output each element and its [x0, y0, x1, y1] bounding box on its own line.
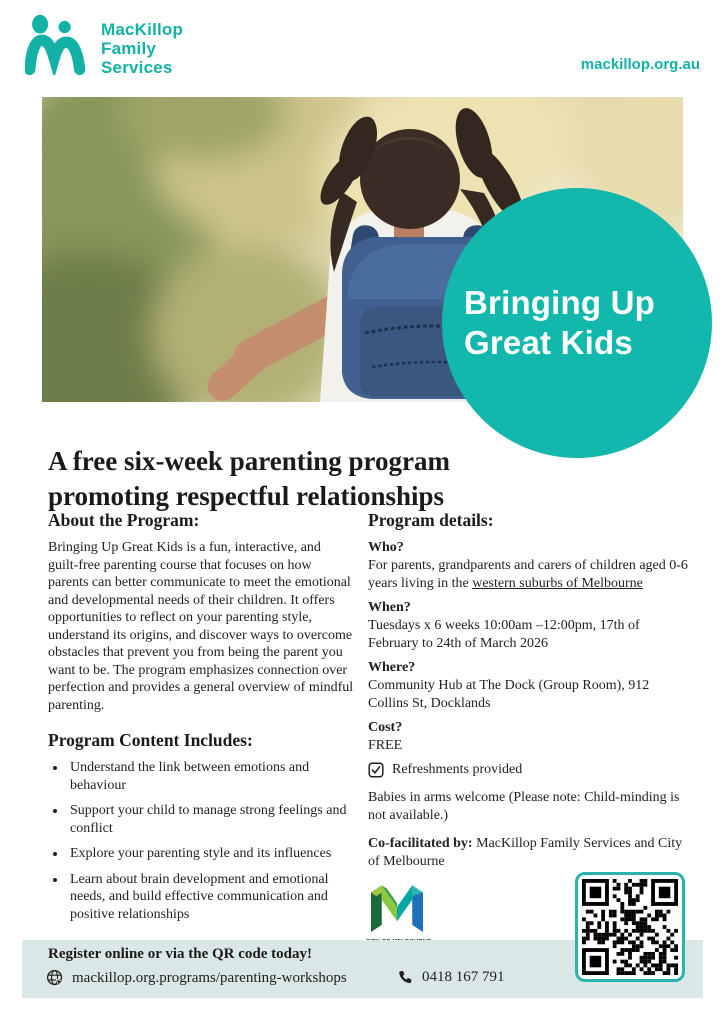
bullet-item: • Learn about brain development and emotional needs, and build effective communication and positive relationships: [67, 871, 354, 924]
qr-pattern: [582, 879, 678, 975]
details-heading: Program details:: [368, 510, 494, 530]
when-label: When?: [368, 600, 411, 615]
when-text: Tuesdays x 6 weeks 10:00am –12:00pm, 17th of February to 24th of March 2026: [368, 618, 640, 651]
badge-line-1: Bringing Up: [464, 284, 655, 321]
where-text: Community Hub at The Dock (Group Room), 912 Collins St, Docklands: [368, 678, 650, 711]
about-heading: About the Program:: [48, 510, 200, 530]
qr-code[interactable]: [575, 872, 685, 982]
detail-when: [368, 599, 692, 653]
phone-row: [398, 969, 505, 986]
right-column: [368, 510, 692, 881]
cofacilitated-label: Co-facilitated by:: [368, 836, 473, 851]
register-url[interactable]: mackillop.org.programs/parenting-workshops: [72, 970, 347, 986]
brand-line-3: Services: [101, 58, 173, 77]
left-column: [48, 510, 354, 931]
program-badge-title: [442, 283, 655, 363]
mackillop-logo-icon: [25, 13, 91, 77]
who-label: Who?: [368, 540, 404, 555]
cost-text: FREE: [368, 738, 403, 753]
content-heading: Program Content Includes:: [48, 730, 253, 750]
brand-wordmark: [101, 13, 183, 77]
bullet-item: • Understand the link between emotions and behaviour: [67, 759, 354, 794]
western-suburbs-link[interactable]: western suburbs of Melbourne: [472, 576, 643, 591]
brand-line-2: Family: [101, 39, 157, 58]
page-title: A free six-week parenting program promoting respectful relationships: [48, 446, 450, 512]
badge-line-2: Great Kids: [464, 324, 633, 361]
detail-cost: [368, 719, 692, 755]
program-badge: [442, 188, 712, 458]
brand-line-1: MacKillop: [101, 20, 184, 39]
checkbox-checked-icon: [368, 762, 384, 778]
cost-label: Cost?: [368, 720, 403, 735]
refreshments-text: Refreshments provided: [392, 762, 523, 777]
city-of-melbourne-logo: [366, 880, 432, 945]
brand-header: [25, 13, 183, 77]
detail-where: [368, 659, 692, 713]
globe-cursor-icon: [46, 969, 65, 988]
cofacilitated-partners: MacKillop Family Services and City of Melbourne: [368, 836, 683, 869]
register-url-row: [46, 969, 347, 988]
content-bullet-list: [48, 759, 354, 923]
website-link[interactable]: mackillop.org.au: [580, 56, 700, 73]
about-body: Bringing Up Great Kids is a fun, interactive, and guilt-free parenting course that focuses on how parents can better communicate to meet the emotional and developmental needs of their children. It offers opportunities to reflect on your parenting style, understand its origins, and discover ways to overcome obstacles that prevent you from being the parent you want to be. The program emphasizes connection over perfection and provides a general overview of mindful parenting.: [48, 540, 354, 713]
babies-note: Babies in arms welcome (Please note: Child-minding is not available.): [368, 790, 680, 823]
bullet-item: • Support your child to manage strong feelings and conflict: [67, 802, 354, 837]
where-label: Where?: [368, 660, 416, 675]
phone-icon: [398, 970, 413, 985]
who-text-plain: For parents, grandparents and carers of children aged 0-6 years living in the: [368, 558, 688, 591]
register-heading: Register online or via the QR code today!: [48, 946, 313, 962]
cofacilitated-text: [368, 835, 692, 871]
detail-who: [368, 539, 692, 593]
bullet-item: • Explore your parenting style and its influences: [67, 845, 354, 863]
refreshments-row: [368, 761, 692, 779]
city-of-melbourne-m-icon: [366, 880, 428, 932]
who-text: [368, 557, 692, 593]
phone-number[interactable]: 0418 167 791: [422, 969, 505, 985]
